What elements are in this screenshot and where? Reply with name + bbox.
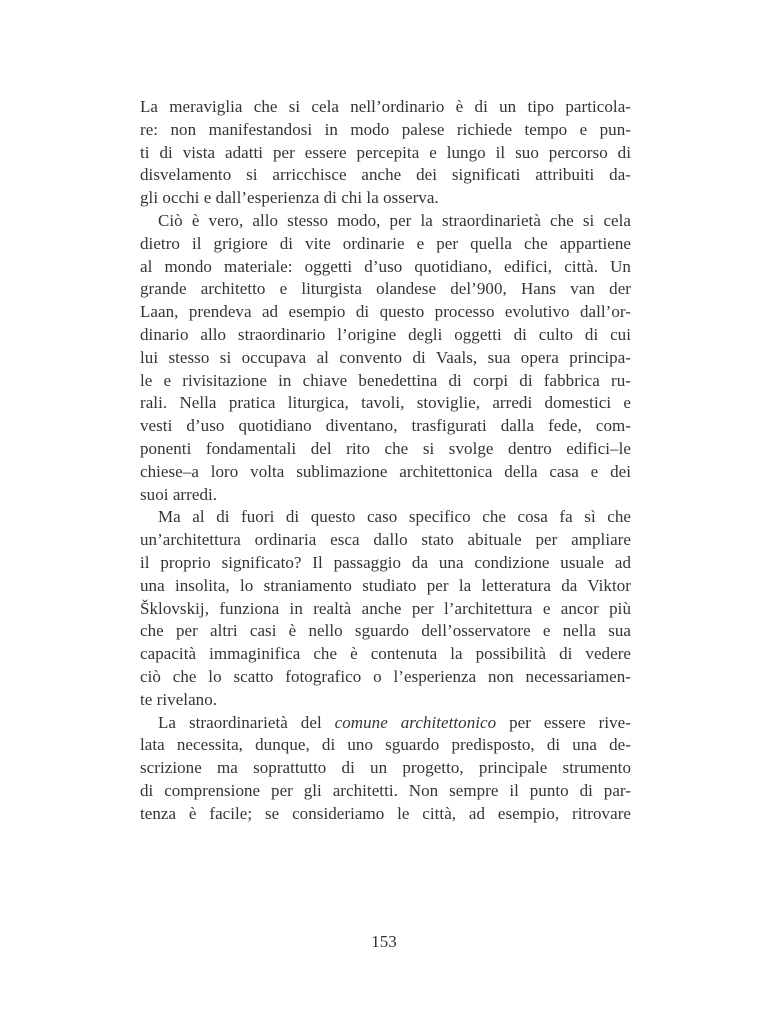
text-line: suoi arredi.	[140, 484, 218, 504]
text-line: grande architetto e liturgista olandese del’900, Hans van der	[140, 279, 631, 299]
paragraph	[140, 96, 631, 210]
text-segment: La straordinarietà del	[158, 712, 335, 732]
text-line: che per altri casi è nello sguardo dell’osservatore e nella sua	[140, 621, 631, 641]
paragraph	[140, 210, 631, 506]
text-line: al mondo materiale: oggetti d’uso quotidiano, edifici, città. Un	[140, 256, 631, 276]
text-line: ciò che lo scatto fotografico o l’esperienza non necessariamen-	[140, 666, 631, 686]
text-line: Laan, prendeva ad esempio di questo processo evolutivo dall’or-	[140, 302, 631, 322]
text-line: re: non manifestandosi in modo palese richiede tempo e pun-	[140, 119, 631, 139]
text-segment: per essere rive-	[496, 712, 631, 732]
text-line: Ma al di fuori di questo caso specifico che cosa fa sì che	[158, 507, 631, 527]
text-line: scrizione ma soprattutto di un progetto, principale strumento	[140, 758, 631, 778]
italic-phrase: comune architettonico	[334, 712, 497, 732]
text-line: dietro il grigiore di vite ordinarie e per quella che appartiene	[140, 233, 631, 253]
page-footer	[0, 931, 768, 953]
text-line: di comprensione per gli architetti. Non sempre il punto di par-	[140, 780, 631, 800]
text-line: Šklovskij, funziona in realtà anche per l’architettura e ancor più	[140, 598, 631, 618]
text-line: chiese–a loro volta sublimazione architettonica della casa e dei	[140, 461, 631, 481]
text-line: capacità immaginifica che è contenuta la possibilità di vedere	[140, 644, 631, 664]
text-line: Ciò è vero, allo stesso modo, per la straordinarietà che si cela	[158, 210, 631, 230]
page-number: 153	[371, 932, 397, 951]
text-block	[140, 96, 631, 826]
text-line	[140, 712, 631, 735]
text-line: vesti d’uso quotidiano diventano, trasfigurati dalla fede, com-	[140, 416, 631, 436]
text-line: una insolita, lo straniamento studiato per la letteratura da Viktor	[140, 575, 631, 595]
text-line: La meraviglia che si cela nell’ordinario è di un tipo particola-	[140, 97, 631, 116]
text-line: le e rivisitazione in chiave benedettina di corpi di fabbrica ru-	[140, 370, 631, 390]
paragraph	[140, 712, 631, 826]
text-line: te rivelano.	[140, 689, 218, 709]
text-line: dinario allo straordinario l’origine degli oggetti di culto di cui	[140, 324, 631, 344]
text-line: lui stesso si occupava al convento di Vaals, sua opera principa-	[140, 347, 631, 367]
paragraph	[140, 506, 631, 711]
text-line: un’architettura ordinaria esca dallo stato abituale per ampliare	[140, 530, 631, 550]
text-line: ti di vista adatti per essere percepita e lungo il suo percorso di	[140, 142, 631, 162]
text-line: rali. Nella pratica liturgica, tavoli, stoviglie, arredi domestici e	[140, 393, 631, 413]
text-line: disvelamento si arricchisce anche dei significati attribuiti da-	[140, 165, 631, 185]
text-line: gli occhi e dall’esperienza di chi la osserva.	[140, 188, 439, 208]
text-line: lata necessita, dunque, di uno sguardo predisposto, di una de-	[140, 735, 631, 755]
text-line: ponenti fondamentali del rito che si svolge dentro edifici–le	[140, 438, 631, 458]
text-line: il proprio significato? Il passaggio da una condizione usuale ad	[140, 552, 631, 572]
text-line: tenza è facile; se consideriamo le città, ad esempio, ritrovare	[140, 803, 631, 823]
